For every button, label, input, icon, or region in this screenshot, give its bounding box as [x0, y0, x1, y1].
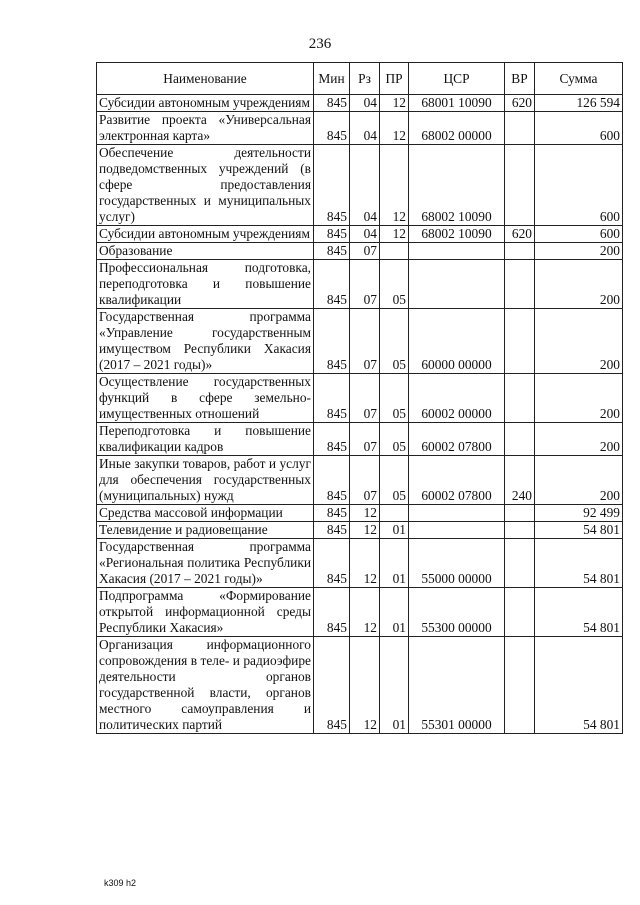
row-sum: 600 — [535, 112, 623, 145]
row-pr: 12 — [380, 226, 409, 243]
row-name: Развитие проекта «Универсальная электронная карта» — [97, 112, 314, 145]
row-csr: 68002 10090 — [409, 226, 505, 243]
row-rz: 07 — [350, 243, 380, 260]
table-row — [97, 539, 623, 588]
row-rz: 12 — [350, 588, 380, 637]
row-csr — [409, 505, 505, 522]
row-min: 845 — [314, 456, 350, 505]
header-rz: Рз — [350, 63, 380, 95]
row-pr: 05 — [380, 374, 409, 423]
row-name: Субсидии автономным учреждениям — [97, 95, 314, 112]
row-rz: 07 — [350, 309, 380, 374]
row-min: 845 — [314, 145, 350, 226]
table-row — [97, 145, 623, 226]
row-rz: 04 — [350, 226, 380, 243]
row-vr — [505, 243, 535, 260]
row-csr: 55301 00000 — [409, 637, 505, 734]
row-sum: 200 — [535, 309, 623, 374]
row-min: 845 — [314, 539, 350, 588]
row-name: Подпрограмма «Формирование открытой информационной среды Республики Хакасия» — [97, 588, 314, 637]
row-csr — [409, 260, 505, 309]
row-rz: 12 — [350, 522, 380, 539]
row-vr — [505, 260, 535, 309]
row-pr: 05 — [380, 309, 409, 374]
row-pr: 01 — [380, 637, 409, 734]
row-sum: 200 — [535, 456, 623, 505]
row-vr — [505, 112, 535, 145]
row-min: 845 — [314, 588, 350, 637]
page-number: 236 — [308, 36, 332, 52]
row-csr: 55000 00000 — [409, 539, 505, 588]
row-name: Профессиональная подготовка, переподготовка и повышение квалификации — [97, 260, 314, 309]
table-row — [97, 260, 623, 309]
row-rz: 12 — [350, 637, 380, 734]
header-sum: Сумма — [535, 63, 623, 95]
row-pr: 05 — [380, 260, 409, 309]
header-pr: ПР — [380, 63, 409, 95]
row-pr: 12 — [380, 112, 409, 145]
row-name: Средства массовой информации — [97, 505, 314, 522]
row-vr — [505, 588, 535, 637]
row-csr: 68002 10090 — [409, 145, 505, 226]
footer-code: k309 h2 — [104, 878, 137, 888]
row-pr: 01 — [380, 522, 409, 539]
row-sum: 600 — [535, 226, 623, 243]
table-row — [97, 522, 623, 539]
row-pr — [380, 243, 409, 260]
row-vr: 620 — [505, 226, 535, 243]
table-row — [97, 505, 623, 522]
row-vr: 620 — [505, 95, 535, 112]
row-vr — [505, 423, 535, 456]
table-row — [97, 588, 623, 637]
table-row — [97, 309, 623, 374]
row-rz: 07 — [350, 260, 380, 309]
row-vr — [505, 522, 535, 539]
row-rz: 07 — [350, 456, 380, 505]
row-pr: 05 — [380, 456, 409, 505]
row-pr: 12 — [380, 95, 409, 112]
table-row — [97, 637, 623, 734]
table-row — [97, 423, 623, 456]
row-rz: 07 — [350, 423, 380, 456]
row-pr: 01 — [380, 588, 409, 637]
row-name: Иные закупки товаров, работ и услуг для обеспечения государственных (муниципальных) нужд — [97, 456, 314, 505]
row-pr: 01 — [380, 539, 409, 588]
row-sum: 92 499 — [535, 505, 623, 522]
row-min: 845 — [314, 637, 350, 734]
header-csr: ЦСР — [409, 63, 505, 95]
row-rz: 04 — [350, 95, 380, 112]
header-min: Мин — [314, 63, 350, 95]
row-vr — [505, 309, 535, 374]
row-name: Государственная программа «Региональная политика Республики Хакасия (2017 – 2021 годы)» — [97, 539, 314, 588]
row-name: Образование — [97, 243, 314, 260]
row-csr: 55300 00000 — [409, 588, 505, 637]
row-min: 845 — [314, 243, 350, 260]
header-vr: ВР — [505, 63, 535, 95]
row-sum: 54 801 — [535, 637, 623, 734]
row-vr — [505, 637, 535, 734]
row-csr — [409, 243, 505, 260]
row-csr: 60000 00000 — [409, 309, 505, 374]
table-row — [97, 374, 623, 423]
table-header-row — [97, 63, 623, 95]
row-min: 845 — [314, 423, 350, 456]
row-min: 845 — [314, 374, 350, 423]
table-row — [97, 243, 623, 260]
row-vr — [505, 539, 535, 588]
row-rz: 04 — [350, 112, 380, 145]
row-csr: 60002 00000 — [409, 374, 505, 423]
row-sum: 54 801 — [535, 588, 623, 637]
row-name: Телевидение и радиовещание — [97, 522, 314, 539]
row-csr: 60002 07800 — [409, 456, 505, 505]
row-name: Переподготовка и повышение квалификации кадров — [97, 423, 314, 456]
budget-table — [96, 62, 623, 734]
row-sum: 54 801 — [535, 522, 623, 539]
row-min: 845 — [314, 505, 350, 522]
table-row — [97, 95, 623, 112]
row-min: 845 — [314, 95, 350, 112]
row-min: 845 — [314, 112, 350, 145]
header-name: Наименование — [97, 63, 314, 95]
row-sum: 126 594 — [535, 95, 623, 112]
table-row — [97, 112, 623, 145]
row-vr — [505, 374, 535, 423]
row-name: Осуществление государственных функций в сфере земельно-имущественных отношений — [97, 374, 314, 423]
row-pr: 05 — [380, 423, 409, 456]
row-csr: 68002 00000 — [409, 112, 505, 145]
row-vr — [505, 505, 535, 522]
row-vr: 240 — [505, 456, 535, 505]
row-min: 845 — [314, 226, 350, 243]
row-sum: 200 — [535, 243, 623, 260]
table-row — [97, 226, 623, 243]
row-csr: 68001 10090 — [409, 95, 505, 112]
row-min: 845 — [314, 260, 350, 309]
row-name: Организация информационного сопровождения в теле- и радиоэфире деятельности органов государственной власти, органов местного самоуправления и политических партий — [97, 637, 314, 734]
row-rz: 04 — [350, 145, 380, 226]
row-name: Обеспечение деятельности подведомственных учреждений (в сфере предоставления государственных и муниципальных услуг) — [97, 145, 314, 226]
row-vr — [505, 145, 535, 226]
row-rz: 07 — [350, 374, 380, 423]
row-csr: 60002 07800 — [409, 423, 505, 456]
row-sum: 200 — [535, 260, 623, 309]
row-sum: 54 801 — [535, 539, 623, 588]
table-row — [97, 456, 623, 505]
row-sum: 200 — [535, 423, 623, 456]
row-min: 845 — [314, 522, 350, 539]
row-pr: 12 — [380, 145, 409, 226]
row-sum: 600 — [535, 145, 623, 226]
row-min: 845 — [314, 309, 350, 374]
row-rz: 12 — [350, 505, 380, 522]
row-name: Государственная программа «Управление государственным имуществом Республики Хакасия (2017 – 2021 годы)» — [97, 309, 314, 374]
row-name: Субсидии автономным учреждениям — [97, 226, 314, 243]
row-csr — [409, 522, 505, 539]
row-pr — [380, 505, 409, 522]
row-sum: 200 — [535, 374, 623, 423]
row-rz: 12 — [350, 539, 380, 588]
